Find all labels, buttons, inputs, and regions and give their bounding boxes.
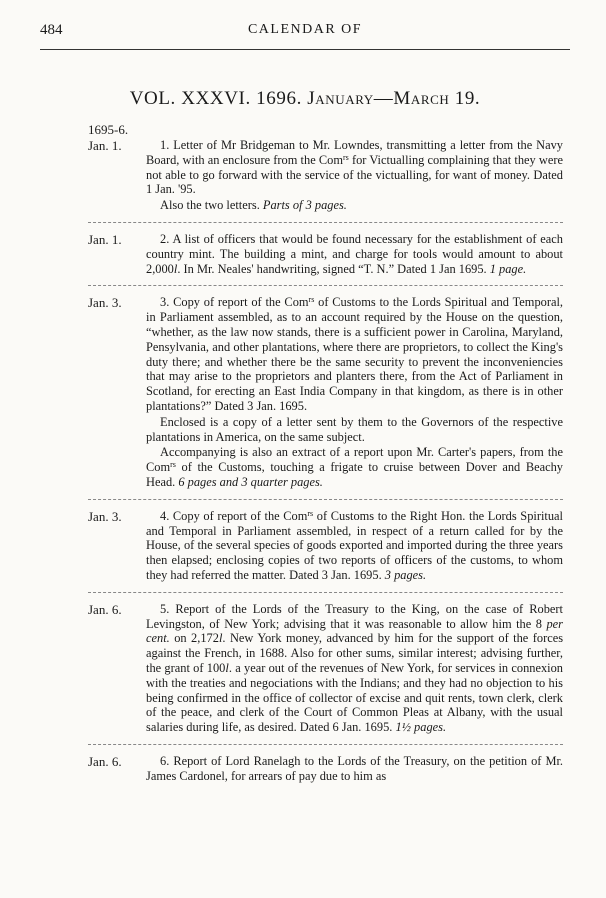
entry-date: Jan. 1. <box>88 231 122 247</box>
page-number: 484 <box>40 22 63 38</box>
superscript-text: rs <box>307 508 314 518</box>
header-rule <box>40 49 570 50</box>
volume-prefix: VOL. XXXVI. 1696. <box>129 88 302 109</box>
entry-separator <box>88 499 563 500</box>
entry-separator <box>88 222 563 223</box>
italic-text: 3 pages. <box>384 567 427 582</box>
entry-date: Jan. 3. <box>88 295 122 311</box>
year-label: 1695-6. <box>88 122 129 137</box>
calendar-entry <box>88 754 563 784</box>
text-run: 6. Report of Lord Ranelagh to the Lords of the Treasury, on the petition of Mr. James Cardonel, for arrears of pay due to him as <box>146 753 563 783</box>
entry-date: Jan. 6. <box>88 753 122 769</box>
italic-text: per cent. <box>146 616 563 646</box>
italic-text: 6 pages and 3 quarter pages. <box>178 474 323 489</box>
text-run: 2. A list of officers that would be found necessary for the establishment of each country mint. The building a mint, and charge for tools would amount to about 2,000 <box>146 231 563 276</box>
superscript-text: rs <box>342 152 349 162</box>
volume-heading <box>40 88 570 110</box>
entry-separator <box>88 744 563 745</box>
calendar-entry <box>88 509 563 583</box>
entry-paragraph <box>146 198 563 213</box>
italic-text: 1 page. <box>489 261 527 276</box>
calendar-entry <box>88 602 563 735</box>
text-run: Enclosed is a copy of a letter sent by them to the Governors of the respective plantations in America, on the same subject. <box>146 414 563 444</box>
text-run: of Customs to the Right Hon. the Lords Spiritual and Temporal in Parliament assembled, in respect of a return called for by the House, of the several species of goods exported and imported during the three years then elapsed; enclosing copies of two reports of officers of the customs, to whom they had referred the matter. Dated 3 Jan. 1695. <box>146 508 563 582</box>
entry-paragraph <box>146 602 563 735</box>
superscript-text: rs <box>308 295 315 305</box>
text-run: Accompanying is also an extract of a report upon Mr. Carter's papers, from the Com <box>146 445 563 475</box>
text-run: . In Mr. Neales' handwriting, signed “T. N.” Dated 1 Jan 1695. <box>177 261 490 276</box>
entry-separator <box>88 285 563 286</box>
calendar-entry <box>88 232 563 276</box>
text-run: 4. Copy of report of the Com <box>160 508 308 523</box>
text-run: . New York money, advanced by him for the support of the forces against the French, in 1688. Also for other sums, similar interest; advising further, the grant of 100 <box>146 631 564 675</box>
entry-paragraph <box>146 232 563 276</box>
text-run: 3. Copy of report of the Com <box>160 295 309 310</box>
entry-paragraph <box>146 754 563 784</box>
entry-paragraph <box>146 415 563 445</box>
entry-separator <box>88 592 563 593</box>
running-title: CALENDAR OF <box>247 22 363 37</box>
text-run: on 2,172 <box>169 631 219 646</box>
text-run: for Victualling complaining that they were not able to go forward with the service of the victualling, for want of money. Dated 1 Jan. '95. <box>146 152 563 197</box>
superscript-text: rs <box>170 460 176 470</box>
entry-paragraph <box>146 509 563 583</box>
entry-date: Jan. 6. <box>88 601 122 617</box>
entry-paragraph <box>146 445 563 489</box>
calendar-entry <box>88 295 563 489</box>
text-run: 5. Report of the Lords of the Treasury to the King, on the case of Robert Levingston, of New York; advising that it was reasonable to allow him the 8 <box>146 601 563 631</box>
running-header <box>40 22 570 46</box>
text-run: of the Customs, touching a frigate to cruise between Dover and Beachy Head. <box>146 460 563 489</box>
entry-date: Jan. 3. <box>88 508 122 524</box>
calendar-entry <box>88 138 563 213</box>
italic-text: l <box>173 261 178 276</box>
text-run: . a year out of the revenues of New York, for services in connexion with the treaties and negociations with the Indians; and they had no objection to his being confirmed in the office of collector of excise and quit rents, town clerk, clerk of the peace, and clerk of the Court of Common Pleas at Albany, with the usual salaries during life, as desired. Dated 6 Jan. 1695. <box>146 660 563 735</box>
text-run: Also the two letters. <box>160 198 263 213</box>
entry-paragraph <box>146 138 563 197</box>
italic-text: Parts of 3 pages. <box>262 198 347 213</box>
entry-paragraph <box>146 295 563 413</box>
italic-text: l <box>225 660 229 675</box>
italic-text: 1½ pages. <box>395 720 447 735</box>
calendar-entries <box>88 138 563 792</box>
volume-months: January—March 19. <box>307 88 481 109</box>
entry-date: Jan. 1. <box>88 138 122 153</box>
italic-text: l <box>218 631 223 646</box>
text-run: of Customs to the Lords Spiritual and Temporal, in Parliament assembled, as to an account required by the House on the question, “whether, as the law now stands, there is a sufficient power in Carolina, Maryland, Pensylvania, and other plantations, where there are proprietors, to collect the King's duty there; and whether there be the same security to prevent the inconveniencies that may arise to the proprietors and planters there, from the Act of Parliament in Scotland, for erecting an East India Company in that kingdom, as there is in other plantations?” Dated 3 Jan. 1695. <box>146 295 563 413</box>
text-run: 1. Letter of Mr Bridgeman to Mr. Lowndes, transmitting a letter from the Navy Board, with an enclosure from the Com <box>146 138 563 167</box>
